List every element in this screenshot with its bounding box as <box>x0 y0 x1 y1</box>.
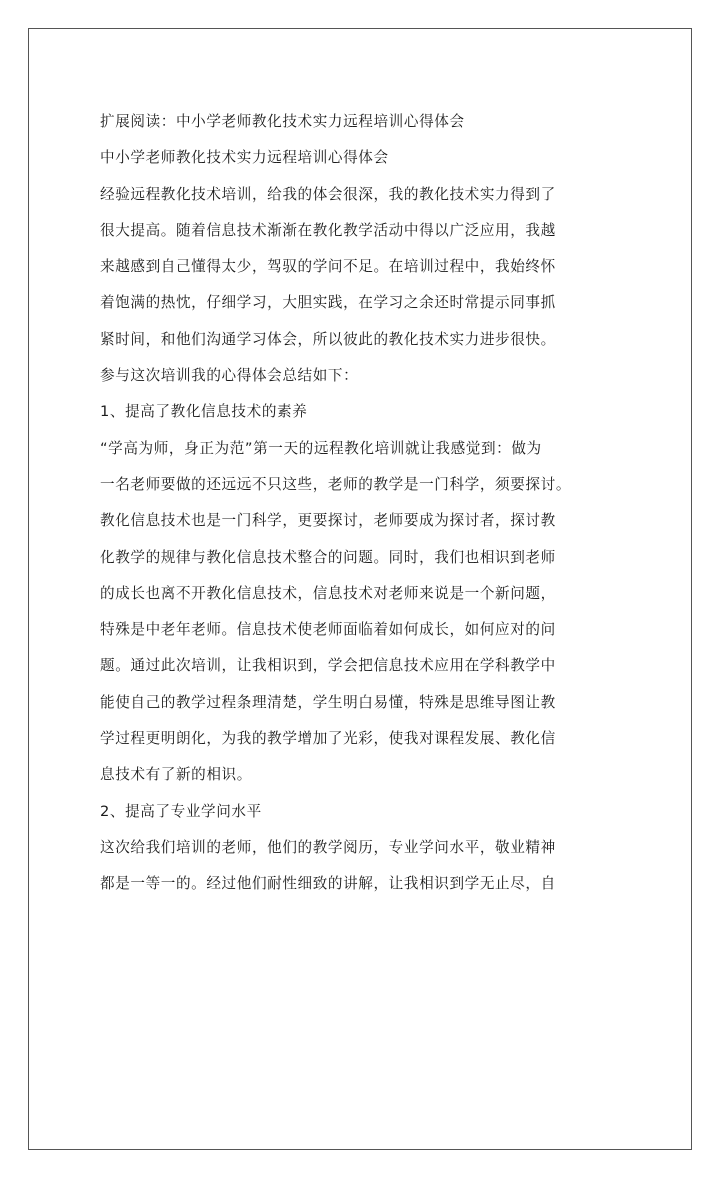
paragraph-line: 着饱满的热忱，仔细学习，大胆实践，在学习之余还时常提示同事抓 <box>100 294 556 312</box>
document-body <box>100 111 640 910</box>
paragraph-line: 息技术有了新的相识。 <box>100 766 252 784</box>
article-title: 中小学老师教化技术实力远程培训心得体会 <box>100 149 389 167</box>
paragraph-line: 来越感到自己懂得太少，驾驭的学问不足。在培训过程中，我始终怀 <box>100 258 556 276</box>
paragraph-line: 教化信息技术也是一门科学，更要探讨，老师要成为探讨者，探讨教 <box>100 512 556 530</box>
paragraph-line: 很大提高。随着信息技术渐渐在教化教学活动中得以广泛应用，我越 <box>100 221 556 239</box>
paragraph-line: 参与这次培训我的心得体会总结如下： <box>100 367 359 385</box>
paragraph-line: 题。通过此次培训，让我相识到，学会把信息技术应用在学科教学中 <box>100 657 556 675</box>
paragraph-line: 的成长也离不开教化信息技术，信息技术对老师来说是一个新问题， <box>100 584 556 602</box>
extended-reading-title: 扩展阅读：中小学老师教化技术实力远程培训心得体会 <box>100 113 465 130</box>
paragraph-line: 紧时间，和他们沟通学习体会，所以彼此的教化技术实力进步很快。 <box>100 330 556 348</box>
paragraph-line: “学高为师，身正为范”第一天的远程教化培训就让我感觉到：做为 <box>100 439 542 457</box>
paragraph-line: 一名老师要做的还远远不只这些，老师的教学是一门科学，须要探讨。 <box>100 475 572 493</box>
section-heading-1: 1、提高了教化信息技术的素养 <box>100 403 308 421</box>
paragraph-line: 学过程更明朗化，为我的教学增加了光彩，使我对课程发展、教化信 <box>100 730 556 748</box>
section-heading-2: 2、提高了专业学问水平 <box>100 802 262 820</box>
paragraph-line: 经验远程教化技术培训，给我的体会很深，我的教化技术实力得到了 <box>100 185 556 203</box>
paragraph-line: 特殊是中老年老师。信息技术使老师面临着如何成长，如何应对的问 <box>100 621 556 639</box>
paragraph-line: 能使自己的教学过程条理清楚，学生明白易懂，特殊是思维导图让教 <box>100 693 556 711</box>
paragraph-line: 都是一等一的。经过他们耐性细致的讲解，让我相识到学无止尽，自 <box>100 875 556 893</box>
paragraph-line: 这次给我们培训的老师，他们的教学阅历，专业学问水平，敬业精神 <box>100 838 556 856</box>
paragraph-line: 化教学的规律与教化信息技术整合的问题。同时，我们也相识到老师 <box>100 548 556 566</box>
